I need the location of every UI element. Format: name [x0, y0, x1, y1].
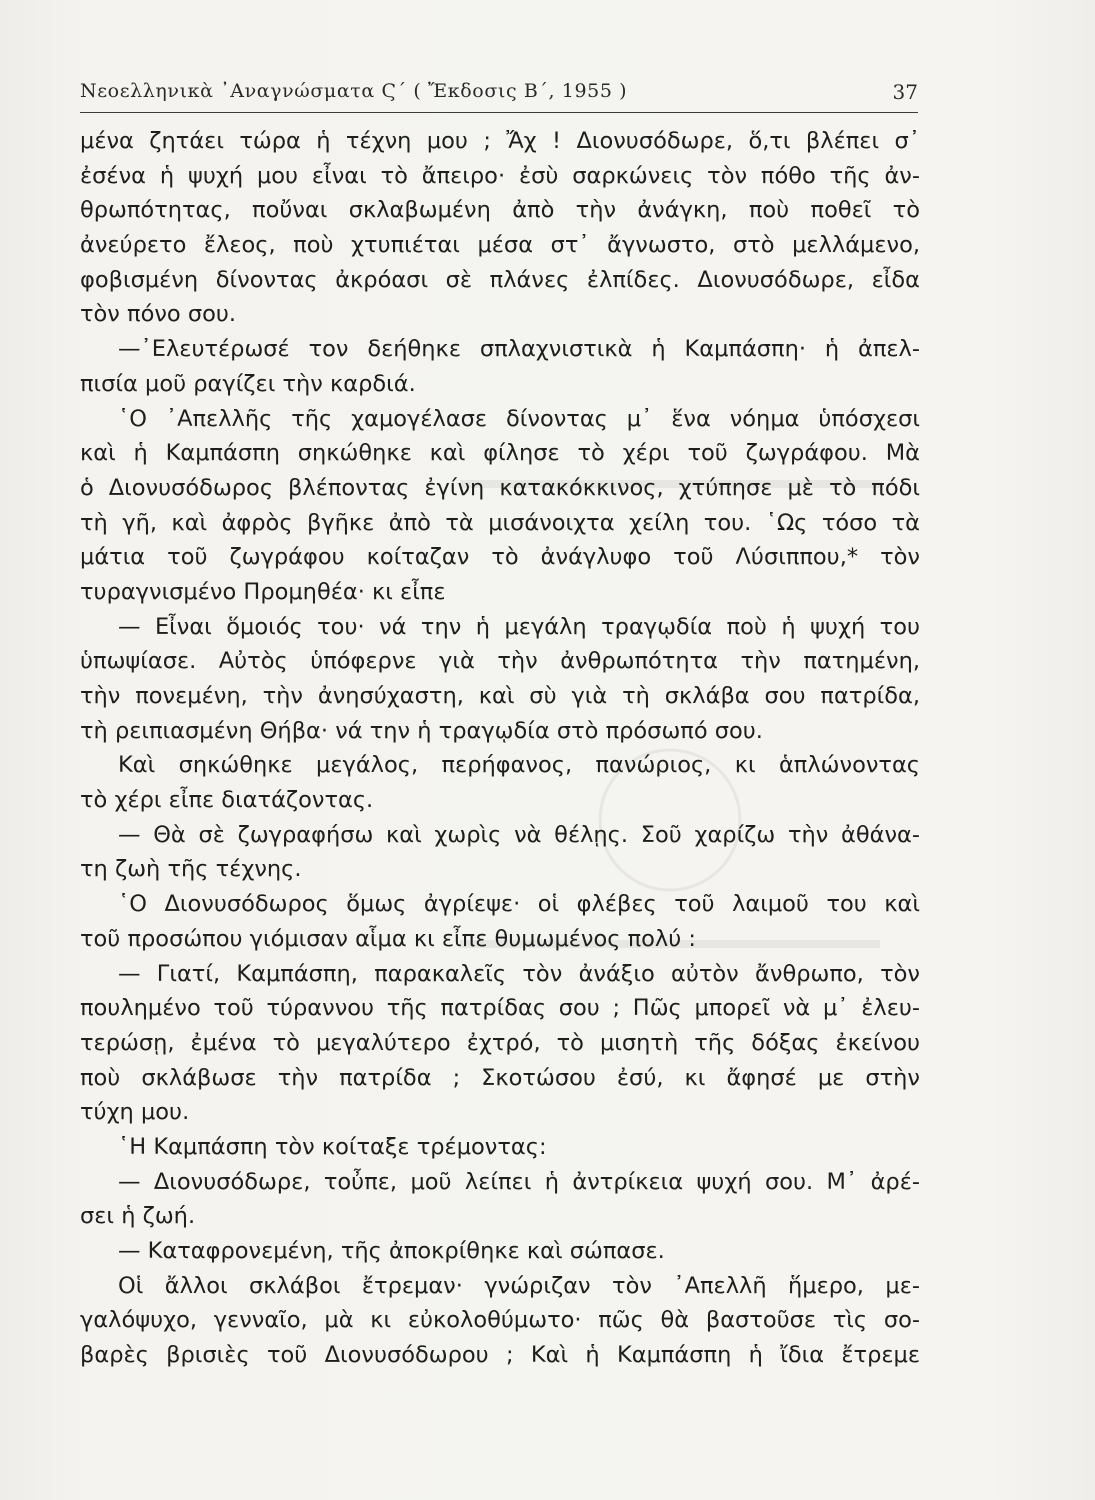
text-line: πισία μοῦ ραγίζει τὴν καρδιά. [80, 370, 416, 397]
text-line: ῾Ο ᾿Απελλῆς τῆς χαμογέλασε δίνοντας μ᾿ ἕνα νόημα ὑπόσχεσι [118, 405, 920, 432]
text-line: τη ζωὴ τῆς τέχνης. [80, 856, 302, 883]
text-line: καὶ ἡ Καμπάσπη σηκώθηκε καὶ φίλησε τὸ χέρι τοῦ ζωγράφου. Μὰ [80, 440, 920, 467]
running-head: Νεοελληνικὰ ᾿Αναγνώσματα Ϛ΄ ( Ἔκδοσις Β΄, 1955 ) [80, 80, 628, 102]
text-line: τοῦ προσώπου γιόμισαν αἷμα κι εἶπε θυμωμένος πολύ : [80, 925, 696, 952]
text-line: τὴ γῆ, καὶ ἀφρὸς βγῆκε ἀπὸ τὰ μισάνοιχτα χείλη του. ῾Ως τόσο τὰ [80, 509, 920, 536]
text-line: — Γιατί, Καμπάσπη, παρακαλεῖς τὸν ἀνάξιο αὐτὸν ἄνθρωπο, τὸν [118, 960, 920, 987]
text-line: τὴν πονεμένη, τὴν ἀνησύχαστη, καὶ σὺ γιὰ τὴ σκλάβα σου πατρίδα, [80, 683, 920, 709]
text-line: φοβισμένη δίνοντας ἀκρόασι σὲ πλάνες ἐλπίδες. Διονυσόδωρε, εἶδα [80, 266, 920, 293]
text-line: γαλόψυχο, γενναῖο, μὰ κι εὐκολοθύμωτο· πῶς θὰ βαστοῦσε τὶς σο- [80, 1307, 920, 1334]
page-number: 37 [892, 80, 918, 104]
text-line: μένα ζητάει τώρα ἡ τέχνη μου ; Ἄχ ! Διονυσόδωρε, ὅ,τι βλέπει σ᾿ [80, 128, 920, 154]
text-line: ὁ Διονυσόδωρος βλέποντας ἐγίνη κατακόκκινος, χτύπησε μὲ τὸ πόδι [80, 474, 920, 501]
text-line: τερώσῃ, ἐμένα τὸ μεγαλύτερο ἐχτρό, τὸ μισητὴ τῆς δόξας ἐκείνου [80, 1029, 920, 1056]
text-line: τὸ χέρι εἶπε διατάζοντας. [80, 787, 374, 814]
text-line: Καὶ σηκώθηκε μεγάλος, περήφανος, πανώριος, κι ἁπλώνοντας [118, 752, 920, 779]
text-line: —᾿Ελευτέρωσέ τον δεήθηκε σπλαχνιστικὰ ἡ Καμπάσπη· ἡ ἀπελ- [118, 336, 920, 363]
text-line: τὴ ρειπιασμένη Θήβα· νά την ἡ τραγῳδία στὸ πρόσωπό σου. [80, 717, 763, 744]
text-line: ἐσένα ἡ ψυχή μου εἶναι τὸ ἄπειρο· ἐσὺ σαρκώνεις τὸν πόθο τῆς ἀν- [80, 162, 920, 189]
text-line: τύχη μου. [80, 1099, 190, 1126]
text-line: ῾Ο Διονυσόδωρος ὅμως ἀγρίεψε· οἱ φλέβες τοῦ λαιμοῦ του καὶ [118, 891, 920, 918]
body-text [80, 124, 920, 1373]
text-line: — Διονυσόδωρε, τοὖπε, μοῦ λείπει ἡ ἀντρίκεια ψυχή σου. Μ᾿ ἀρέ- [118, 1168, 920, 1195]
text-line: μάτια τοῦ ζωγράφου κοίταζαν τὸ ἀνάγλυφο τοῦ Λύσιππου,* τὸν [80, 544, 920, 571]
text-line: ποὺ σκλάβωσε τὴν πατρίδα ; Σκοτώσου ἐσύ, κι ἄφησέ με στὴν [80, 1064, 920, 1091]
text-line: Οἱ ἄλλοι σκλάβοι ἔτρεμαν· γνώριζαν τὸν ᾿Απελλῆ ἥμερο, με- [118, 1272, 920, 1299]
text-line: θρωπότητας, ποὔναι σκλαβωμένη ἀπὸ τὴν ἀνάγκη, ποὺ ποθεῖ τὸ [80, 197, 920, 224]
text-line: — Καταφρονεμένη, τῆς ἀποκρίθηκε καὶ σώπασε. [118, 1238, 665, 1264]
text-line: σει ἡ ζωή. [80, 1203, 196, 1230]
page-header [80, 74, 918, 114]
text-line: βαρὲς βρισιὲς τοῦ Διονυσόδωρου ; Καὶ ἡ Καμπάσπη ἡ ἴδια ἔτρεμε [80, 1342, 920, 1369]
text-line: — Θὰ σὲ ζωγραφήσω καὶ χωρὶς νὰ θέλῃς. Σοῦ χαρίζω τὴν ἀθάνα- [118, 821, 920, 848]
text-line: τὸν πόνο σου. [80, 301, 237, 328]
text-line: ὑπωψίασε. Αὐτὸς ὑπόφερνε γιὰ τὴν ἀνθρωπότητα τὴν πατημένη, [80, 648, 920, 675]
text-line: τυραγνισμένο Προμηθέα· κι εἶπε [80, 578, 446, 605]
text-line: — Εἶναι ὅμοιός του· νά την ἡ μεγάλη τραγῳδία ποὺ ἡ ψυχή του [118, 613, 920, 640]
header-rule [80, 112, 918, 113]
text-line: ἀνεύρετο ἔλεος, ποὺ χτυπιέται μέσα στ᾿ ἄγνωστο, στὸ μελλάμενο, [80, 232, 920, 259]
text-line: πουλημένο τοῦ τύραννου τῆς πατρίδας σου ; Πῶς μπορεῖ νὰ μ᾿ ἐλευ- [80, 995, 920, 1022]
text-line: ῾Η Καμπάσπη τὸν κοίταξε τρέμοντας: [118, 1133, 547, 1160]
